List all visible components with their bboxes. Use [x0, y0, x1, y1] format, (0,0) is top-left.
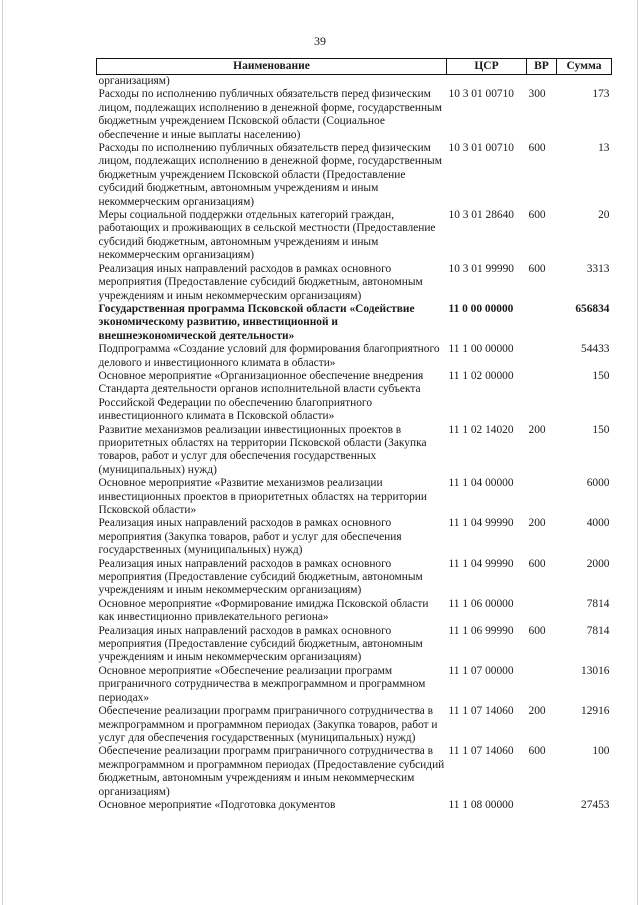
row-vr-cell: 200 [528, 423, 546, 436]
budget-table [96, 58, 612, 812]
row-vr-cell: 200 [528, 517, 546, 530]
table-row [97, 343, 612, 370]
page-number: 39 [314, 34, 326, 48]
row-sum-cell: 27453 [581, 798, 610, 811]
row-csr-cell: 11 1 00 00000 [448, 343, 514, 356]
row-csr-cell: 11 1 04 00000 [448, 477, 514, 490]
row-sum-cell: 20 [598, 209, 610, 222]
row-name-cell: Реализация иных направлений расходов в рамках основного мероприятия (Предоставление субсидий бюджетным, автономным учреждениям и иным некоммерческим организациям) [98, 262, 423, 302]
row-csr-cell: 11 1 02 00000 [448, 369, 514, 382]
scan-edge-left [2, 0, 3, 905]
row-csr-cell [447, 75, 527, 89]
row-csr-cell: 11 1 02 14020 [448, 423, 514, 436]
row-vr-cell: 600 [528, 142, 546, 155]
row-sum-cell: 656834 [575, 302, 610, 315]
row-name-cell: Меры социальной поддержки отдельных категорий граждан, работающих и проживающих в сельской местности (Предоставление субсидий бюджетным, автономным учреждениям и иным некоммерческим организациям) [98, 209, 436, 262]
row-name-cell: Реализация иных направлений расходов в рамках основного мероприятия (Предоставление субсидий бюджетным, автономным учреждениям и иным некоммерческим организациям) [98, 624, 423, 664]
header-sum: Сумма [557, 59, 612, 75]
row-name-cell: Основное мероприятие «Подготовка документов [98, 798, 336, 811]
row-vr-cell: 600 [528, 624, 546, 637]
table-row [97, 665, 612, 705]
row-sum-cell: 173 [592, 88, 610, 101]
row-vr-cell [527, 343, 557, 370]
row-vr-cell: 300 [528, 88, 546, 101]
table-row [97, 303, 612, 343]
row-sum-cell: 150 [592, 423, 610, 436]
row-name-cell: Развитие механизмов реализации инвестиционных проектов в приоритетных областях на территории Псковской области (Закупка товаров, работ и услуг для обеспечения государственных (муниципальных) нужд) [98, 423, 427, 476]
row-vr-cell [527, 598, 557, 625]
table-row [97, 75, 612, 89]
header-vr: ВР [527, 59, 557, 75]
row-sum-cell: 54433 [581, 343, 610, 356]
table-row [97, 88, 612, 142]
row-vr-cell [527, 477, 557, 517]
row-csr-cell: 11 1 06 99990 [448, 624, 514, 637]
row-sum-cell: 7814 [586, 624, 610, 637]
row-csr-cell: 11 1 07 14060 [448, 745, 514, 758]
row-name-cell: Реализация иных направлений расходов в рамках основного мероприятия (Закупка товаров, работ и услуг для обеспечения государственных (муниципальных) нужд) [98, 517, 402, 557]
row-sum-cell: 12916 [581, 705, 610, 718]
row-name-cell: организациям) [98, 75, 170, 87]
header-csr: ЦСР [447, 59, 527, 75]
table-row [97, 209, 612, 263]
row-sum-cell: 6000 [586, 477, 610, 490]
table-row [97, 263, 612, 303]
row-csr-cell: 11 1 08 00000 [448, 798, 514, 811]
row-csr-cell: 10 3 01 00710 [448, 88, 514, 101]
row-name-cell: Государственная программа Псковской области «Содействие экономическому развитию, инвестиционной и внешнеэкономической деятельности» [98, 302, 415, 342]
row-sum-cell: 7814 [586, 597, 610, 610]
row-vr-cell: 600 [528, 262, 546, 275]
row-name-cell: Основное мероприятие «Обеспечение реализации программ приграничного сотрудничества в межпрограммном и программном периодах» [98, 664, 426, 704]
row-name-cell: Расходы по исполнению публичных обязательств перед физическим лицом, подлежащих исполнению в денежной форме, государственным бюджетным учреждением Псковской области (Предоставление субсидий бюджетным, автономным учреждениям и иным некоммерческим организациям) [98, 142, 442, 208]
table-row [97, 625, 612, 665]
row-name-cell: Реализация иных направлений расходов в рамках основного мероприятия (Предоставление субсидий бюджетным, автономным учреждениям и иным некоммерческим организациям) [98, 557, 423, 597]
table-row [97, 517, 612, 557]
row-vr-cell: 600 [528, 745, 546, 758]
table-body [97, 75, 612, 813]
row-sum-cell [557, 75, 612, 89]
row-sum-cell: 2000 [586, 557, 610, 570]
row-sum-cell: 150 [592, 369, 610, 382]
row-sum-cell: 100 [592, 745, 610, 758]
row-name-cell: Основное мероприятие «Формирование имиджа Псковской области как инвестиционно привлекательного региона» [98, 597, 429, 624]
row-sum-cell: 4000 [586, 517, 610, 530]
row-csr-cell: 11 1 06 00000 [448, 597, 514, 610]
row-name-cell: Обеспечение реализации программ приграничного сотрудничества в межпрограммном и программном периодах (Предоставление субсидий бюджетным, автономным учреждениям и иным некоммерческим организациям) [98, 745, 445, 798]
row-name-cell: Обеспечение реализации программ приграничного сотрудничества в межпрограммном и программном периодах (Закупка товаров, работ и услуг для обеспечения государственных (муниципальных) нужд) [98, 705, 438, 744]
row-sum-cell: 13016 [581, 664, 610, 677]
header-name: Наименование [97, 59, 447, 75]
row-name-cell: Подпрограмма «Создание условий для формирования благоприятного делового и инвестиционного климата в области» [98, 343, 440, 369]
table-row [97, 477, 612, 517]
row-vr-cell [527, 75, 557, 89]
table-row [97, 558, 612, 598]
row-csr-cell: 10 3 01 28640 [448, 209, 514, 222]
row-csr-cell: 11 1 07 14060 [448, 705, 514, 718]
table-row [97, 799, 612, 812]
row-csr-cell: 11 1 04 99990 [448, 517, 514, 530]
row-name-cell: Основное мероприятие «Развитие механизмов реализации инвестиционных проектов в приоритетных областях на территории Псковской области» [98, 477, 428, 516]
row-vr-cell [527, 799, 557, 812]
row-name-cell: Основное мероприятие «Организационное обеспечение внедрения Стандарта деятельности органов исполнительной власти субъекта Российской Федерации по обеспечению благоприятного инвестиционного климата в Псковской области» [98, 369, 424, 423]
row-vr-cell: 600 [528, 209, 546, 222]
table-row [97, 705, 612, 745]
row-csr-cell: 11 1 07 00000 [448, 664, 514, 677]
table-header-row [97, 59, 612, 75]
table-row [97, 598, 612, 625]
row-vr-cell: 600 [528, 557, 546, 570]
row-vr-cell [527, 370, 557, 424]
scan-edge-right [637, 0, 638, 905]
row-vr-cell: 200 [528, 705, 546, 718]
table-row [97, 370, 612, 424]
row-sum-cell: 13 [598, 142, 610, 155]
row-csr-cell: 10 3 01 00710 [448, 142, 514, 155]
row-vr-cell [527, 665, 557, 705]
row-vr-cell [527, 303, 557, 343]
table-row [97, 424, 612, 478]
table-row [97, 745, 612, 799]
row-csr-cell: 11 0 00 00000 [448, 302, 514, 315]
row-sum-cell: 3313 [586, 262, 610, 275]
table-row [97, 142, 612, 209]
row-csr-cell: 10 3 01 99990 [448, 262, 514, 275]
row-name-cell: Расходы по исполнению публичных обязательств перед физическим лицом, подлежащих исполнению в денежной форме, государственным бюджетным учреждением Псковской области (Социальное обеспечение и иные выплаты населению) [98, 88, 442, 141]
row-csr-cell: 11 1 04 99990 [448, 557, 514, 570]
